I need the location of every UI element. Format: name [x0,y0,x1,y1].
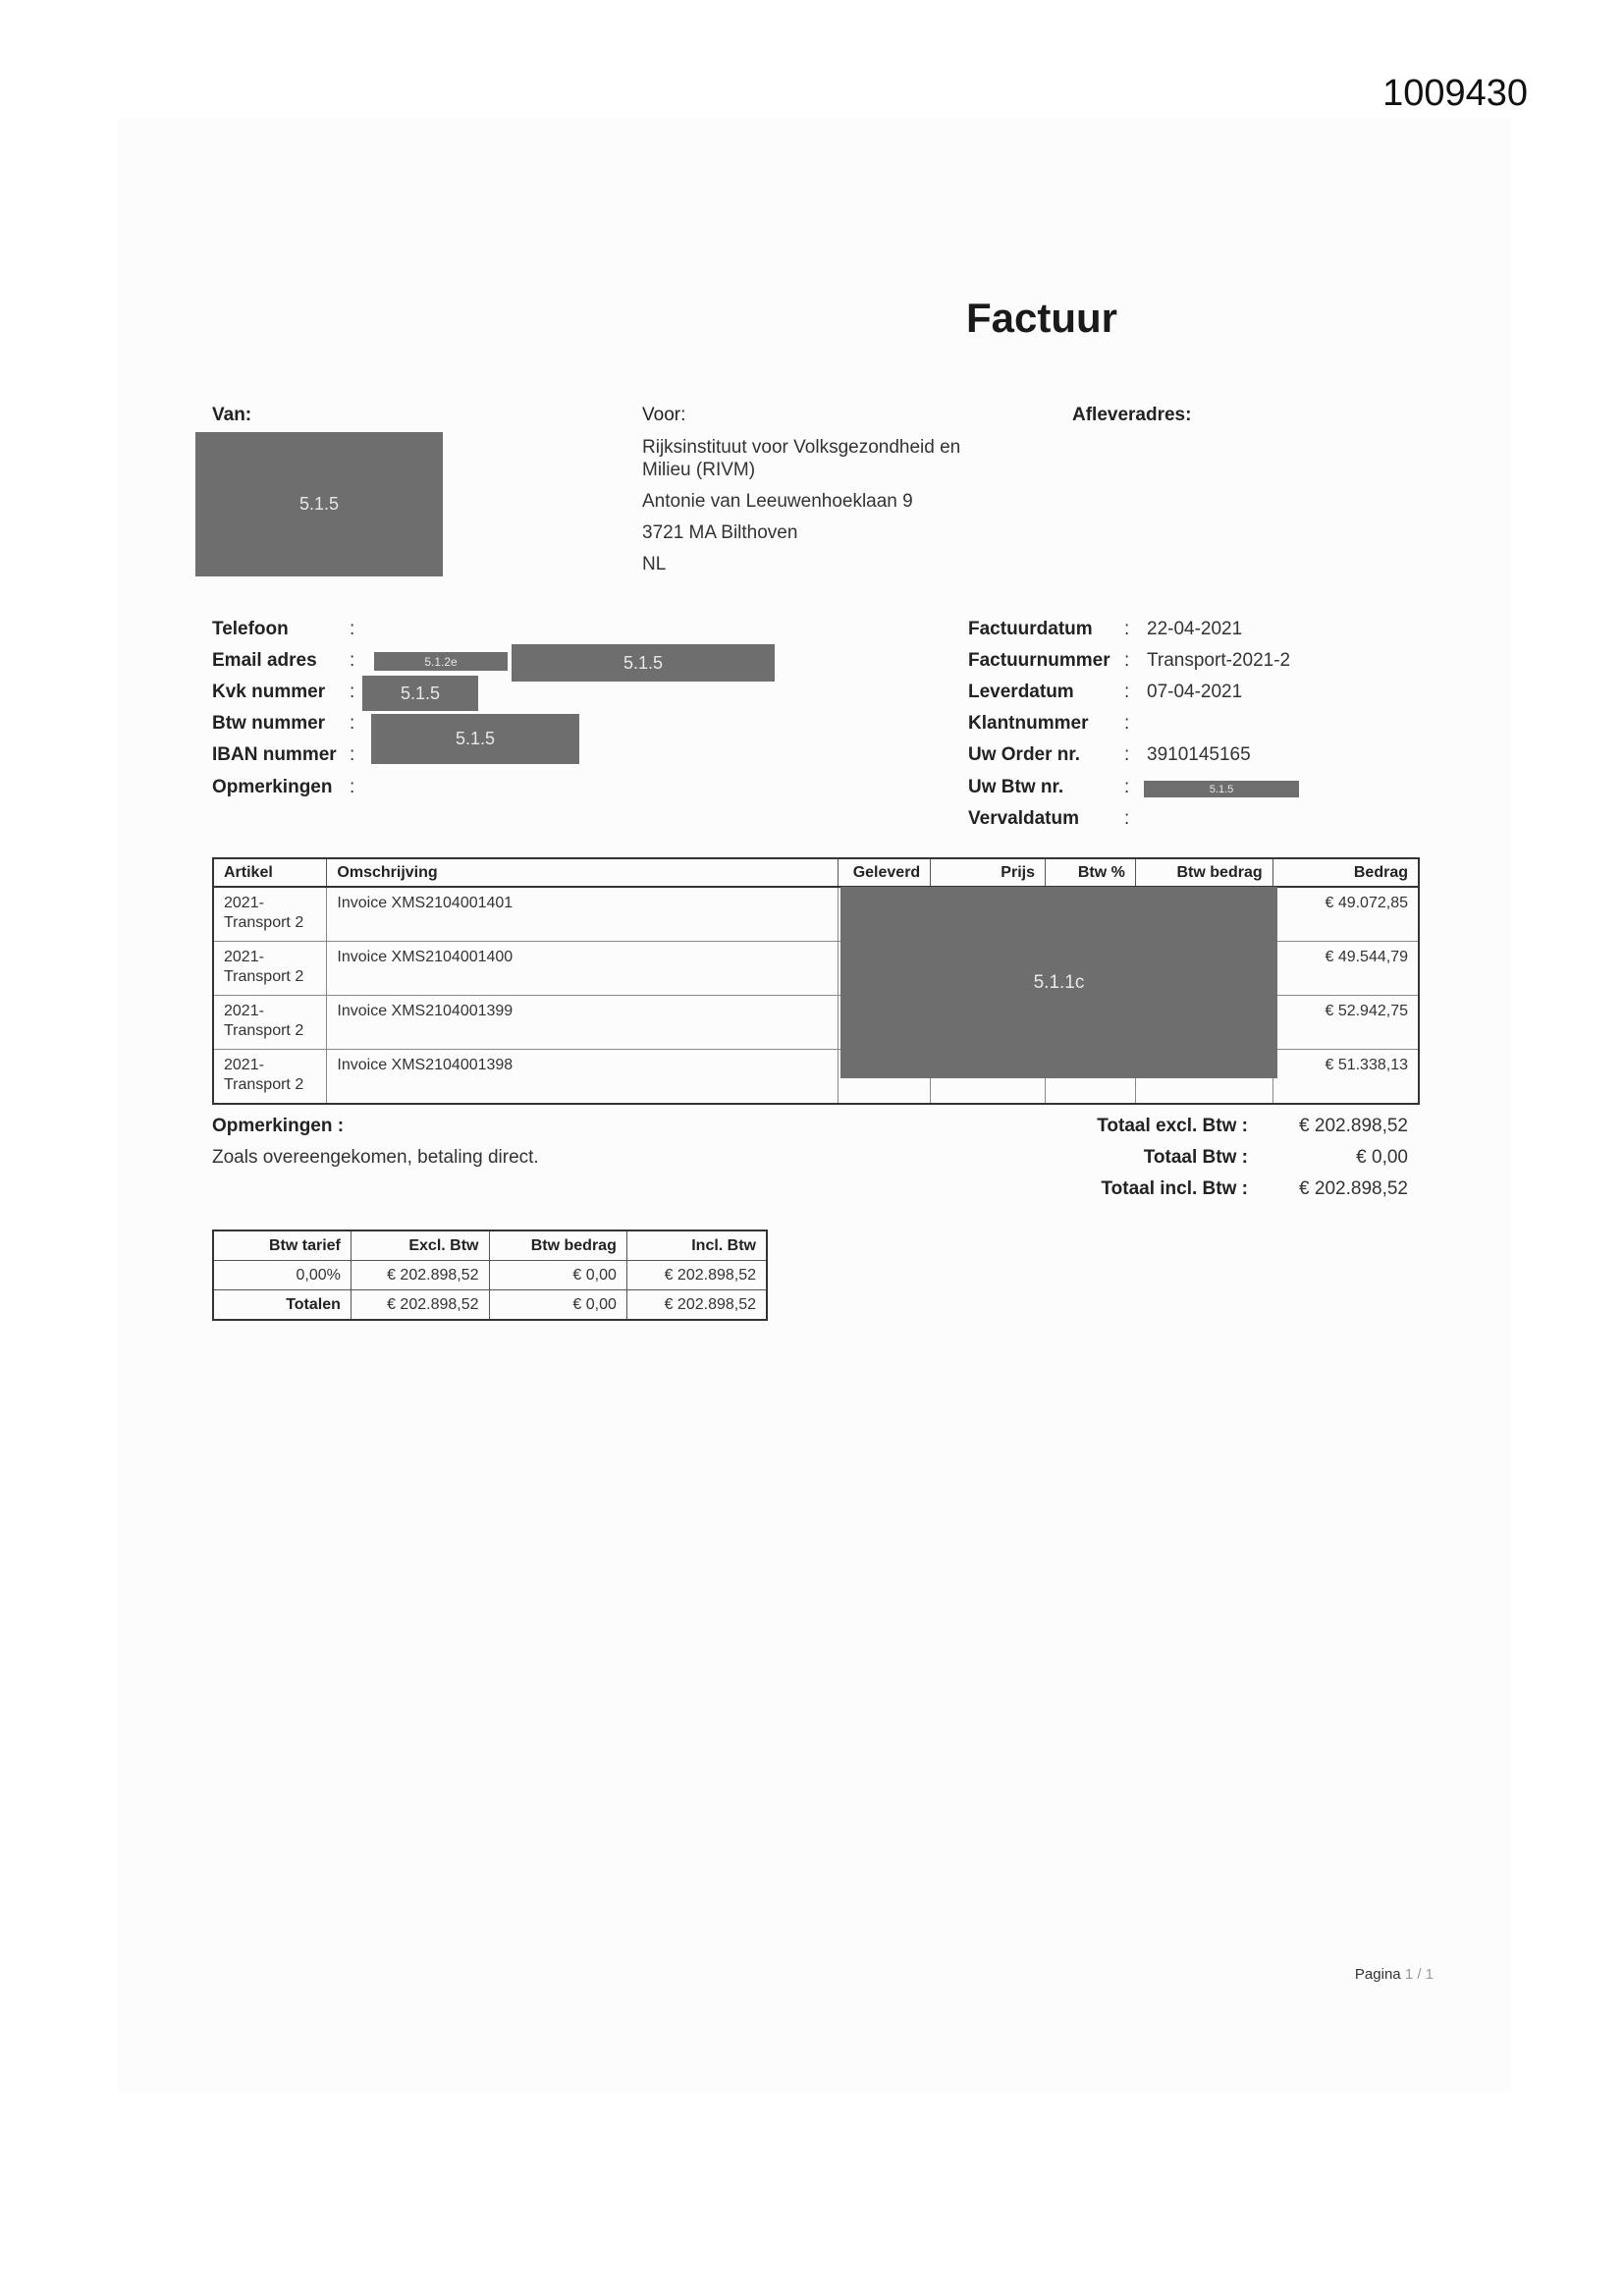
total-btw-label: Totaal Btw : [1143,1147,1248,1168]
vervaldatum-label: Vervaldatum [968,808,1079,829]
delivery-label: Afleveradres: [1072,405,1192,425]
col-btw-pct: Btw % [1045,858,1135,887]
vat-incl-cell: € 202.898,52 [626,1261,767,1290]
total-incl-label: Totaal incl. Btw : [1101,1178,1248,1199]
telefoon-colon: : [350,619,355,639]
email-colon: : [350,650,355,671]
vat-total-btw: € 0,00 [489,1290,626,1321]
vat-col-btw: Btw bedrag [489,1230,626,1261]
vervaldatum-colon: : [1124,808,1130,829]
btw-iban-redaction: 5.1.5 [371,714,579,764]
col-bedrag: Bedrag [1272,858,1419,887]
kvk-colon: : [350,682,355,702]
bedrag-cell: € 51.338,13 [1272,1050,1419,1105]
opmerkingen-colon: : [350,777,355,797]
items-redaction: 5.1.1c [840,887,1277,1078]
artikel-cell: 2021- Transport 2 [213,996,327,1050]
email-label: Email adres [212,650,317,671]
order-colon: : [1124,744,1130,765]
factuurnummer-value: Transport-2021-2 [1147,650,1291,671]
page-number [1355,1966,1434,1983]
total-excl-value: € 202.898,52 [1299,1116,1408,1136]
factuurnummer-colon: : [1124,650,1130,671]
vat-total-row [213,1290,767,1321]
leverdatum-label: Leverdatum [968,682,1074,702]
vat-btw-cell: € 0,00 [489,1261,626,1290]
vat-excl-cell: € 202.898,52 [351,1261,489,1290]
omschrijving-cell: Invoice XMS2104001398 [327,1050,839,1105]
email-redaction-small: 5.1.2e [374,652,508,671]
btw-label: Btw nummer [212,713,326,734]
page-value: 1 / 1 [1404,1966,1434,1983]
vat-tarief-cell: 0,00% [213,1261,351,1290]
iban-colon: : [350,744,355,765]
leverdatum-colon: : [1124,682,1130,702]
vat-total-excl: € 202.898,52 [351,1290,489,1321]
total-excl-label: Totaal excl. Btw : [1097,1116,1248,1136]
page-label: Pagina [1354,1966,1401,1983]
vat-table [212,1230,768,1321]
uwbtw-colon: : [1124,777,1130,797]
leverdatum-value: 07-04-2021 [1147,682,1243,702]
vat-header-row [213,1230,767,1261]
artikel-cell: 2021- Transport 2 [213,887,327,942]
total-incl-value: € 202.898,52 [1299,1178,1408,1199]
omschrijving-cell: Invoice XMS2104001400 [327,942,839,996]
vat-col-incl: Incl. Btw [626,1230,767,1261]
invoice-sheet [118,118,1512,2092]
bedrag-cell: € 49.072,85 [1272,887,1419,942]
to-line-3: Antonie van Leeuwenhoeklaan 9 [642,491,913,512]
to-line-5: NL [642,554,667,574]
vat-col-tarief: Btw tarief [213,1230,351,1261]
order-value: 3910145165 [1147,744,1251,765]
col-artikel: Artikel [213,858,327,887]
klantnummer-colon: : [1124,713,1130,734]
items-header-row [213,858,1419,887]
remarks-text: Zoals overeengekomen, betaling direct. [212,1147,539,1168]
remarks-label: Opmerkingen : [212,1116,345,1136]
col-btw-bedrag: Btw bedrag [1135,858,1272,887]
opmerkingen-label: Opmerkingen [212,777,333,797]
col-prijs: Prijs [931,858,1046,887]
kvk-label: Kvk nummer [212,682,326,702]
artikel-cell: 2021- Transport 2 [213,1050,327,1105]
to-line-2: Milieu (RIVM) [642,460,756,480]
col-geleverd: Geleverd [839,858,931,887]
factuurdatum-colon: : [1124,619,1130,639]
table-row [213,1261,767,1290]
klantnummer-label: Klantnummer [968,713,1089,734]
to-line-1: Rijksinstituut voor Volksgezondheid en [642,437,961,458]
omschrijving-cell: Invoice XMS2104001401 [327,887,839,942]
btw-colon: : [350,713,355,734]
vat-col-excl: Excl. Btw [351,1230,489,1261]
to-line-4: 3721 MA Bilthoven [642,522,798,543]
from-redaction: 5.1.5 [195,432,443,576]
order-label: Uw Order nr. [968,744,1081,765]
factuurnummer-label: Factuurnummer [968,650,1110,671]
uwbtw-label: Uw Btw nr. [968,777,1064,797]
invoice-title: Factuur [966,295,1118,341]
omschrijving-cell: Invoice XMS2104001399 [327,996,839,1050]
from-label: Van: [212,405,252,425]
kvk-redaction: 5.1.5 [362,676,478,711]
bedrag-cell: € 49.544,79 [1272,942,1419,996]
vat-total-label: Totalen [213,1290,351,1321]
artikel-cell: 2021- Transport 2 [213,942,327,996]
bedrag-cell: € 52.942,75 [1272,996,1419,1050]
vat-total-incl: € 202.898,52 [626,1290,767,1321]
telefoon-label: Telefoon [212,619,289,639]
iban-label: IBAN nummer [212,744,337,765]
col-omschrijving: Omschrijving [327,858,839,887]
uwbtw-redaction: 5.1.5 [1144,781,1299,797]
document-id: 1009430 [1382,73,1528,114]
factuurdatum-value: 22-04-2021 [1147,619,1243,639]
email-redaction-large: 5.1.5 [512,644,775,682]
factuurdatum-label: Factuurdatum [968,619,1093,639]
to-label: Voor: [642,405,686,425]
total-btw-value: € 0,00 [1356,1147,1408,1168]
